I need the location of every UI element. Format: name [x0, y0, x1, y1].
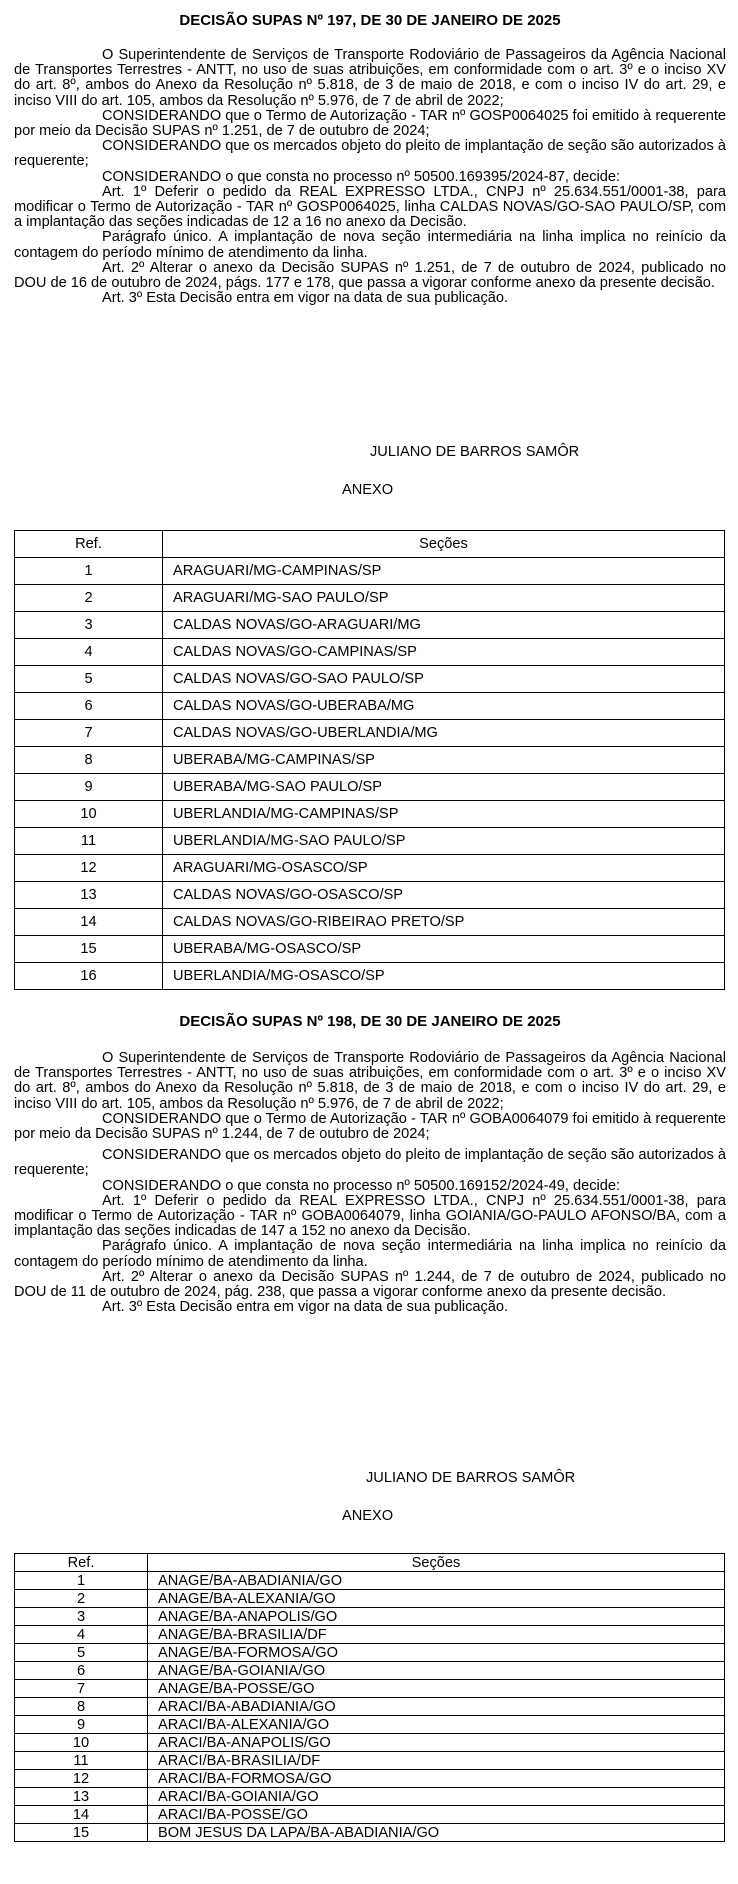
table-row: [15, 1698, 725, 1716]
row-section: CALDAS NOVAS/GO-ARAGUARI/MG: [163, 612, 725, 639]
row-section: ARACI/BA-ABADIANIA/GO: [148, 1698, 725, 1716]
decision-2-paragraph: O Superintendente de Serviços de Transporte Rodoviário de Passageiros da Agência Nacional de Transportes Terrestres - ANTT, no uso de suas atribuições, em conformidade com o art. 3º e o inciso XV do art. 8º, ambos do Anexo da Resolução nº 5.818, de 3 de maio de 2018, e com o inciso IV do art. 29, e inciso VIII do art. 105, ambos da Resolução nº 5.976, de 7 de abril de 2022;: [14, 1050, 726, 1112]
table-row: [15, 558, 725, 585]
row-ref: 7: [15, 720, 163, 747]
table-row: [15, 1644, 725, 1662]
table-row: [15, 666, 725, 693]
table-row: [15, 1770, 725, 1788]
row-ref: 5: [15, 666, 163, 693]
row-ref: 3: [15, 612, 163, 639]
decision-1-paragraph: Art. 2º Alterar o anexo da Decisão SUPAS nº 1.251, de 7 de outubro de 2024, publicado no DOU de 16 de outubro de 2024, págs. 177 e 178, que passa a vigorar conforme anexo da presente decisão.: [14, 259, 726, 292]
row-ref: 4: [15, 1626, 148, 1644]
table-row: [15, 1572, 725, 1590]
row-section: ANAGE/BA-ABADIANIA/GO: [148, 1572, 725, 1590]
row-section: ANAGE/BA-POSSE/GO: [148, 1680, 725, 1698]
decision-1-paragraph: CONSIDERANDO o que consta no processo nº 50500.169395/2024-87, decide:: [102, 168, 621, 185]
row-section: ANAGE/BA-ALEXANIA/GO: [148, 1590, 725, 1608]
row-ref: 2: [15, 1590, 148, 1608]
table-row: [15, 1716, 725, 1734]
row-section: UBERABA/MG-OSASCO/SP: [163, 936, 725, 963]
decision-2-paragraph: Art. 1º Deferir o pedido da REAL EXPRESSO LTDA., CNPJ nº 25.634.551/0001-38, para modificar o Termo de Autorização - TAR nº GOBA0064079, linha GOIANIA/GO-PAULO AFONSO/BA, com a implantação das seções indicadas de 147 a 152 no anexo da Decisão.: [14, 1192, 726, 1240]
table-row: [15, 1806, 725, 1824]
decision-2-paragraph: Art. 3º Esta Decisão entra em vigor na data de sua publicação.: [102, 1299, 509, 1316]
row-section: CALDAS NOVAS/GO-UBERLANDIA/MG: [163, 720, 725, 747]
row-section: ARAGUARI/MG-SAO PAULO/SP: [163, 585, 725, 612]
decision-1-annex-label: ANEXO: [342, 482, 394, 498]
row-section: ARACI/BA-FORMOSA/GO: [148, 1770, 725, 1788]
table-row: [15, 1680, 725, 1698]
row-ref: 4: [15, 639, 163, 666]
table-row: [15, 855, 725, 882]
decision-1-title: DECISÃO SUPAS Nº 197, DE 30 DE JANEIRO DE 2025: [179, 12, 561, 29]
row-section: ANAGE/BA-ANAPOLIS/GO: [148, 1608, 725, 1626]
decision-2-signer: JULIANO DE BARROS SAMÔR: [366, 1470, 576, 1486]
row-ref: 2: [15, 585, 163, 612]
table-row: [15, 1590, 725, 1608]
table-row: [15, 1788, 725, 1806]
decision-1-paragraph: O Superintendente de Serviços de Transporte Rodoviário de Passageiros da Agência Nacional de Transportes Terrestres - ANTT, no uso de suas atribuições, em conformidade com o art. 3º e o inciso XV do art. 8º, ambos do Anexo da Resolução nº 5.818, de 3 de maio de 2018, e com o inciso IV do art. 29, e inciso VIII do art. 105, ambos da Resolução nº 5.976, de 7 de abril de 2022;: [14, 47, 726, 109]
row-section: ARACI/BA-GOIANIA/GO: [148, 1788, 725, 1806]
decision-2-paragraph: CONSIDERANDO que os mercados objeto do pleito de implantação de seção são autorizados à requerente;: [14, 1147, 726, 1179]
table-row: [15, 801, 725, 828]
header-sections: Seções: [148, 1554, 725, 1572]
decision-1-signer: JULIANO DE BARROS SAMÔR: [370, 444, 580, 460]
table-header-row: [15, 531, 725, 558]
row-section: CALDAS NOVAS/GO-CAMPINAS/SP: [163, 639, 725, 666]
table-row: [15, 1662, 725, 1680]
table-row: [15, 936, 725, 963]
row-ref: 13: [15, 1788, 148, 1806]
header-sections: Seções: [163, 531, 725, 558]
decision-1-paragraph: Parágrafo único. A implantação de nova seção intermediária na linha implica no reinício da contagem do período mínimo de atendimento da linha.: [14, 229, 726, 261]
row-ref: 12: [15, 1770, 148, 1788]
decision-2-annex-label: ANEXO: [342, 1508, 394, 1524]
decision-2-sections-table: [14, 1553, 725, 1842]
table-row: [15, 1752, 725, 1770]
table-row: [15, 828, 725, 855]
row-ref: 16: [15, 963, 163, 990]
row-section: CALDAS NOVAS/GO-SAO PAULO/SP: [163, 666, 725, 693]
row-section: ARAGUARI/MG-CAMPINAS/SP: [163, 558, 725, 585]
table-row: [15, 1734, 725, 1752]
row-section: ARAGUARI/MG-OSASCO/SP: [163, 855, 725, 882]
row-ref: 10: [15, 801, 163, 828]
row-ref: 9: [15, 1716, 148, 1734]
row-section: CALDAS NOVAS/GO-OSASCO/SP: [163, 882, 725, 909]
row-section: UBERLANDIA/MG-CAMPINAS/SP: [163, 801, 725, 828]
row-ref: 13: [15, 882, 163, 909]
row-section: UBERABA/MG-SAO PAULO/SP: [163, 774, 725, 801]
table-row: [15, 882, 725, 909]
table-header-row: [15, 1554, 725, 1572]
decision-2-paragraph: Parágrafo único. A implantação de nova seção intermediária na linha implica no reinício da contagem do período mínimo de atendimento da linha.: [14, 1238, 726, 1270]
row-ref: 9: [15, 774, 163, 801]
row-ref: 6: [15, 1662, 148, 1680]
table-row: [15, 585, 725, 612]
table-row: [15, 1824, 725, 1842]
row-ref: 11: [15, 828, 163, 855]
decision-1-paragraph: CONSIDERANDO que o Termo de Autorização - TAR nº GOSP0064025 foi emitido à requerente por meio da Decisão SUPAS nº 1.251, de 7 de outubro de 2024;: [14, 107, 726, 140]
row-section: ANAGE/BA-GOIANIA/GO: [148, 1662, 725, 1680]
decision-2-title: DECISÃO SUPAS Nº 198, DE 30 DE JANEIRO DE 2025: [179, 1013, 561, 1030]
row-ref: 15: [15, 936, 163, 963]
row-ref: 6: [15, 693, 163, 720]
table-row: [15, 747, 725, 774]
row-section: UBERABA/MG-CAMPINAS/SP: [163, 747, 725, 774]
table-row: [15, 963, 725, 990]
header-ref: Ref.: [15, 531, 163, 558]
row-ref: 14: [15, 1806, 148, 1824]
row-section: ARACI/BA-POSSE/GO: [148, 1806, 725, 1824]
table-row: [15, 1626, 725, 1644]
row-section: CALDAS NOVAS/GO-UBERABA/MG: [163, 693, 725, 720]
row-section: ARACI/BA-BRASILIA/DF: [148, 1752, 725, 1770]
decision-1-paragraph: Art. 1º Deferir o pedido da REAL EXPRESSO LTDA., CNPJ nº 25.634.551/0001-38, para modificar o Termo de Autorização - TAR nº GOSP0064025, linha CALDAS NOVAS/GO-SAO PAULO/SP, com a implantação das seções indicadas de 12 a 16 no anexo da Decisão.: [14, 183, 726, 231]
decision-2-paragraph: CONSIDERANDO que o Termo de Autorização - TAR nº GOBA0064079 foi emitido à requerente por meio da Decisão SUPAS nº 1.244, de 7 de outubro de 2024;: [14, 1110, 726, 1143]
row-ref: 8: [15, 1698, 148, 1716]
table-row: [15, 1608, 725, 1626]
decision-2-paragraph: Art. 2º Alterar o anexo da Decisão SUPAS nº 1.244, de 7 de outubro de 2024, publicado no DOU de 11 de outubro de 2024, pág. 238, que passa a vigorar conforme anexo da presente decisão.: [14, 1268, 726, 1301]
row-ref: 15: [15, 1824, 148, 1842]
row-ref: 14: [15, 909, 163, 936]
row-ref: 10: [15, 1734, 148, 1752]
row-ref: 11: [15, 1752, 148, 1770]
table-row: [15, 774, 725, 801]
row-section: ARACI/BA-ANAPOLIS/GO: [148, 1734, 725, 1752]
table-row: [15, 639, 725, 666]
row-section: CALDAS NOVAS/GO-RIBEIRAO PRETO/SP: [163, 909, 725, 936]
decision-1-body: [14, 48, 726, 306]
decision-2-paragraph: CONSIDERANDO o que consta no processo nº 50500.169152/2024-49, decide:: [102, 1177, 621, 1194]
row-ref: 12: [15, 855, 163, 882]
row-section: UBERLANDIA/MG-SAO PAULO/SP: [163, 828, 725, 855]
row-section: ARACI/BA-ALEXANIA/GO: [148, 1716, 725, 1734]
table-row: [15, 612, 725, 639]
table-row: [15, 720, 725, 747]
row-ref: 8: [15, 747, 163, 774]
row-ref: 7: [15, 1680, 148, 1698]
row-ref: 3: [15, 1608, 148, 1626]
decision-2-body: [14, 1051, 726, 1315]
row-ref: 1: [15, 558, 163, 585]
decision-1-sections-table: [14, 530, 725, 990]
row-section: BOM JESUS DA LAPA/BA-ABADIANIA/GO: [148, 1824, 725, 1842]
table-row: [15, 693, 725, 720]
header-ref: Ref.: [15, 1554, 148, 1572]
decision-1-paragraph: Art. 3º Esta Decisão entra em vigor na data de sua publicação.: [102, 290, 509, 307]
table-row: [15, 909, 725, 936]
row-section: UBERLANDIA/MG-OSASCO/SP: [163, 963, 725, 990]
row-section: ANAGE/BA-BRASILIA/DF: [148, 1626, 725, 1644]
row-section: ANAGE/BA-FORMOSA/GO: [148, 1644, 725, 1662]
row-ref: 5: [15, 1644, 148, 1662]
row-ref: 1: [15, 1572, 148, 1590]
decision-1-paragraph: CONSIDERANDO que os mercados objeto do pleito de implantação de seção são autorizados à requerente;: [14, 138, 726, 170]
